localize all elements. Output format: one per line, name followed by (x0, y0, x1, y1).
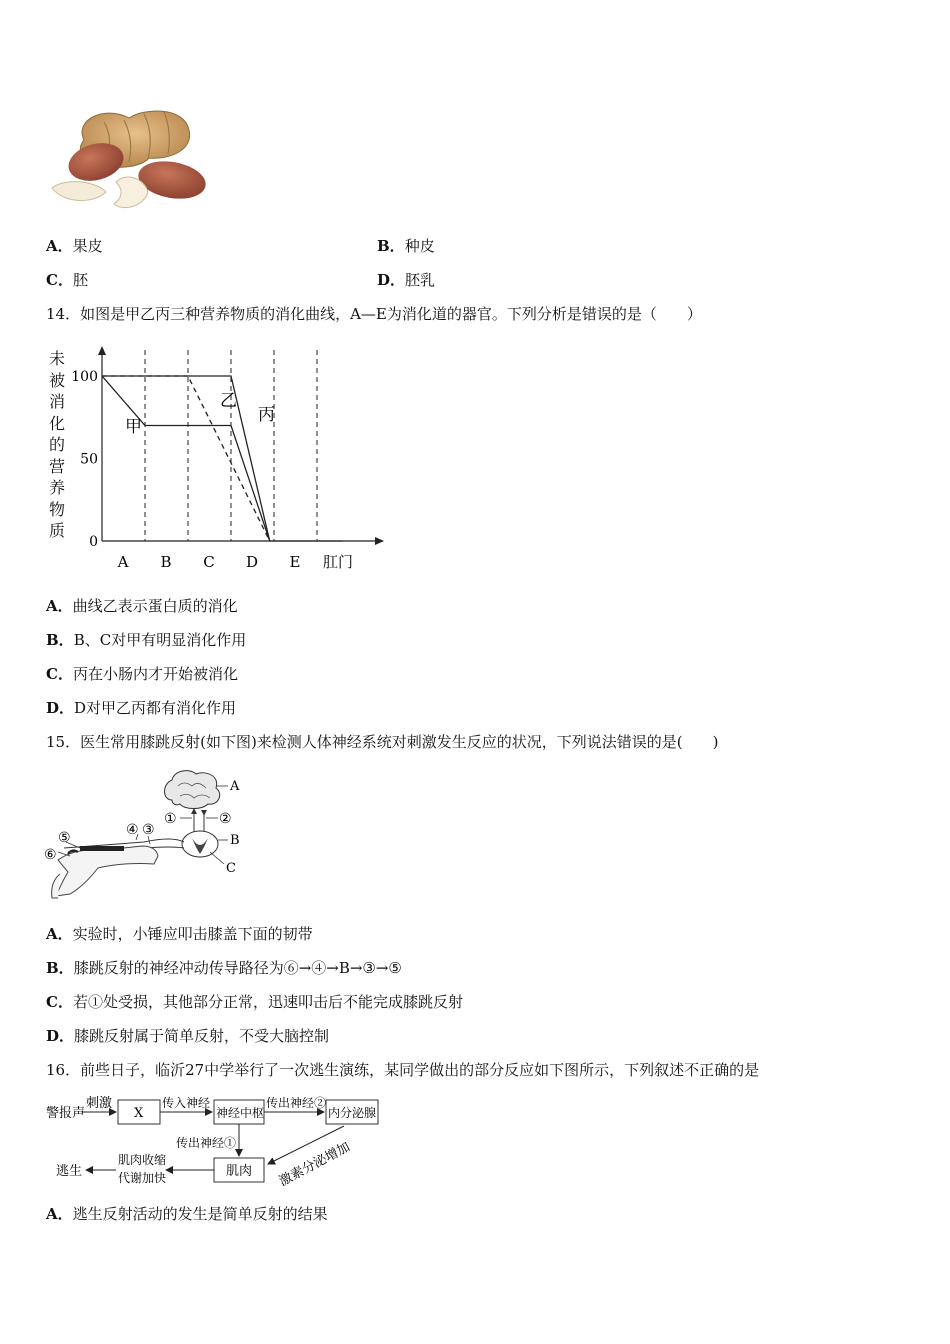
brain-icon (165, 771, 220, 809)
q16-option-a (46, 1204, 328, 1224)
diagram-muscle-effect-2: 代谢加快 (118, 1171, 167, 1185)
fig-label-c: C (226, 861, 236, 876)
diagram-muscle-effect-1: 肌肉收缩 (118, 1153, 167, 1167)
diagram-afferent: 传入神经 (162, 1096, 211, 1110)
diagram-alarm: 警报声 (46, 1106, 86, 1121)
fig-label-4: ④ (126, 822, 139, 838)
diagram-center: 神经中枢 (216, 1106, 265, 1120)
q13-option-c-letter: C． (46, 271, 73, 289)
x-category-label: B (160, 553, 172, 571)
fig-label-6: ⑥ (44, 847, 57, 863)
diagram-muscle: 肌肉 (226, 1164, 253, 1179)
q13-option-a (46, 236, 103, 256)
q13-option-b-text: 种皮 (404, 237, 435, 255)
peanut-image (44, 100, 216, 218)
q14-option-b (46, 630, 246, 650)
q15-option-b-letter: B． (46, 959, 74, 977)
q14-option-d (46, 698, 236, 718)
escape-reflex-flow-diagram (44, 1090, 384, 1190)
q14-option-a-letter: A． (46, 597, 73, 615)
fig-label-2: ② (219, 811, 232, 827)
y-tick-label: 100 (71, 369, 98, 385)
q14-option-c-text: 丙在小肠内才开始被消化 (72, 665, 238, 683)
q13-option-a-letter: A． (46, 237, 73, 255)
q14-option-a-text: 曲线乙表示蛋白质的消化 (72, 597, 238, 615)
fig-label-3: ③ (142, 822, 155, 838)
diagram-efferent2: 传出神经② (266, 1096, 327, 1110)
q13-option-b (377, 236, 435, 256)
q14-option-b-text: B、C对甲有明显消化作用 (73, 631, 247, 649)
q14-stem: 14．如图是甲乙丙三种营养物质的消化曲线，A—E为消化道的器官。下列分析是错误的是（ ） (46, 305, 702, 323)
q15-option-d (46, 1026, 329, 1046)
diagram-efferent1: 传出神经① (176, 1136, 237, 1150)
x-category-label: C (203, 553, 215, 571)
q13-option-d (377, 270, 435, 290)
fig-label-5: ⑤ (58, 830, 71, 846)
fig-label-1: ① (164, 811, 177, 827)
digestion-curve-chart (40, 340, 390, 580)
q13-option-a-text: 果皮 (72, 237, 103, 255)
series-line (102, 376, 270, 541)
q15-option-d-text: 膝跳反射属于简单反射，不受大脑控制 (74, 1027, 330, 1045)
y-tick-label: 0 (89, 534, 98, 550)
knee-jerk-reflex-figure (44, 764, 244, 904)
q14-option-c (46, 664, 238, 684)
diagram-endocrine: 内分泌腺 (328, 1106, 377, 1120)
q16-option-a-letter: A． (46, 1205, 73, 1223)
fig-label-b: B (230, 833, 240, 848)
q13-option-d-letter: D． (377, 271, 406, 289)
q14-option-c-letter: C． (46, 665, 73, 683)
series-label: 乙 (220, 391, 237, 411)
x-category-label: A (117, 553, 129, 571)
diagram-escape: 逃生 (56, 1164, 83, 1179)
q14-option-a (46, 596, 238, 616)
q15-stem: 15．医生常用膝跳反射(如下图)来检测人体神经系统对刺激发生反应的状况，下列说法错误的是( ) (46, 733, 719, 751)
diagram-stimulus: 刺激 (86, 1096, 113, 1111)
q13-option-b-letter: B． (377, 237, 405, 255)
q15-option-b (46, 958, 402, 978)
x-axis-arrow (375, 537, 384, 545)
series-label: 丙 (258, 405, 275, 425)
q13-option-c (46, 270, 88, 290)
q13-option-d-text: 胚乳 (405, 271, 436, 289)
q13-option-c-text: 胚 (72, 271, 88, 289)
q14-option-b-letter: B． (46, 631, 74, 649)
y-axis-arrow (98, 346, 106, 355)
q14-option-d-text: D对甲乙丙都有消化作用 (74, 699, 237, 717)
series-label: 甲 (125, 417, 142, 437)
x-category-label: E (289, 553, 301, 571)
q15-option-d-letter: D． (46, 1027, 75, 1045)
q15-option-c-text: 若①处受损，其他部分正常，迅速叩击后不能完成膝跳反射 (72, 993, 463, 1011)
diagram-x: X (134, 1106, 144, 1121)
y-tick-label: 50 (80, 451, 98, 468)
q14-option-d-letter: D． (46, 699, 75, 717)
q15-option-a-text: 实验时，小锤应叩击膝盖下面的韧带 (72, 925, 313, 943)
q16-stem: 16．前些日子，临沂27中学举行了一次逃生演练，某同学做出的部分反应如下图所示，下列叙述不正确的是 (46, 1061, 760, 1079)
q15-option-a-letter: A． (46, 925, 73, 943)
x-category-label: D (245, 553, 259, 571)
diagram-hormone: 激素分泌增加 (276, 1139, 353, 1190)
q16-option-a-text: 逃生反射活动的发生是简单反射的结果 (72, 1205, 328, 1223)
fig-label-a: A (230, 779, 240, 794)
x-category-label: 肛门 (322, 553, 354, 571)
chart-ylabel: 未被消化的营养物质 (49, 349, 66, 540)
q15-option-c (46, 992, 463, 1012)
q15-option-a (46, 924, 313, 944)
q15-option-b-text: 膝跳反射的神经冲动传导路径为⑥→④→B→③→⑤ (73, 959, 402, 977)
q15-option-c-letter: C． (46, 993, 73, 1011)
series-line (102, 376, 270, 541)
